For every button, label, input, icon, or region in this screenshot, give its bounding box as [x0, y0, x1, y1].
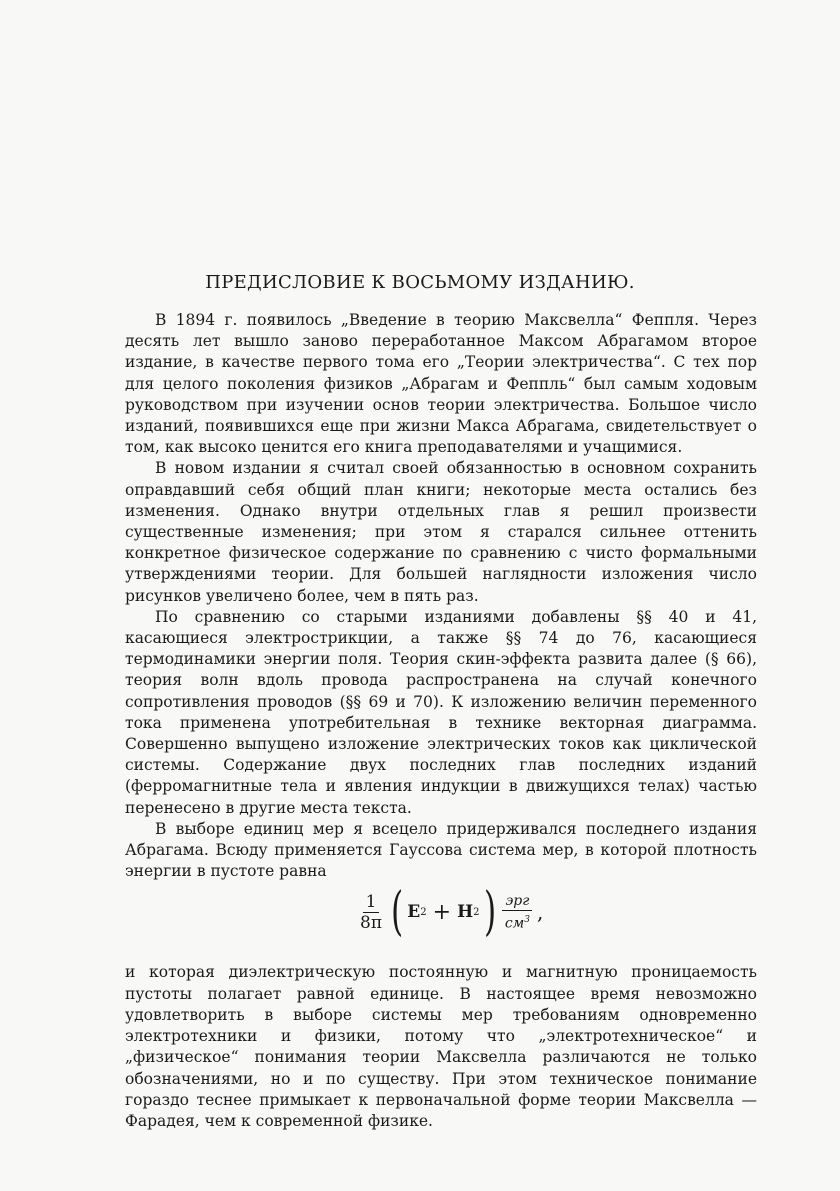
exponent: 2	[420, 906, 427, 918]
exponent: 2	[473, 906, 480, 918]
paragraph: В 1894 г. появилось „Введение в теорию Максвелла“ Феппля. Через десять лет вышло заново переработанное Максом Абрагамом второе издание, в качестве первого тома его „Теории электричества“. С тех пор для целого поколения физиков „Абрагам и Феппль“ был самым ходовым руководством при изучении основ теории электричества. Большое число изданий, появившихся еще при жизни Макса Абрагама, свидетельствует о том, как высоко ценится его книга преподавателями и учащимися.	[125, 311, 757, 457]
paragraph: В новом издании я считал своей обязанностью в основном сохранить оправдавший себя общий план книги; некоторые места остались без изменения. Однако внутри отдельных глав я решил произвести существенные изменения; при этом я старался сильнее оттенить конкретное физическое содержание по сравнению с чисто формальными утверждениями теории. Для большей наглядности изложения число рисунков увеличено более, чем в пять раз.	[125, 459, 757, 605]
right-paren: )	[483, 882, 496, 943]
page-title: ПРЕДИСЛОВИЕ К ВОСЬМОМУ ИЗДАНИЮ.	[205, 272, 635, 293]
unit-fraction: $\frac{\text{эрг}}{см^3}$	[502, 892, 533, 933]
coefficient-fraction: $\frac{1}{8\pi}$	[360, 891, 382, 933]
energy-density-formula	[125, 882, 757, 962]
electric-field-term: E	[407, 901, 421, 922]
left-paren: (	[391, 882, 404, 943]
paragraph: По сравнению со старыми изданиями добавлены §§ 40 и 41, касающиеся электрострикции, а также §§ 74 до 76, касающиеся термодинамики энергии поля. Теория скин-эффекта развита далее (§ 66), теория волн вдоль провода распространена на случай конечного сопротивления проводов (§§ 69 и 70). К изложению величин переменного тока применена употребительная в технике векторная диаграмма. Совершенно выпущено изложение электрических токов как циклической системы. Содержание двух последних глав последних изданий (ферромагнитные тела и явления индукции в движущихся телах) частью перенесено в другие места текста.	[125, 607, 757, 817]
paragraph: и которая диэлектрическую постоянную и магнитную проницаемость пустоты полагает равной единице. В настоящее время невозможно удовлетворить в выборе системы мер требованиям одновременно электротехники и физики, потому что „электротехническое“ и „физическое“ понимания теории Максвелла различаются не только обозначениями, но и по существу. При этом техническое понимание гораздо теснее примыкает к первоначальной форме теории Максвелла — Фарадея, чем к современной физике.	[125, 963, 757, 1130]
formula-comma: ,	[537, 899, 544, 924]
paragraph: В выборе единиц мер я всецело придерживался последнего издания Абрагама. Всюду применяется Гауссова система мер, в которой плотность энергии в пустоте равна	[125, 819, 757, 881]
magnetic-field-term: H	[457, 901, 474, 922]
plus-sign: +	[432, 899, 452, 925]
preface-text	[125, 310, 757, 1132]
